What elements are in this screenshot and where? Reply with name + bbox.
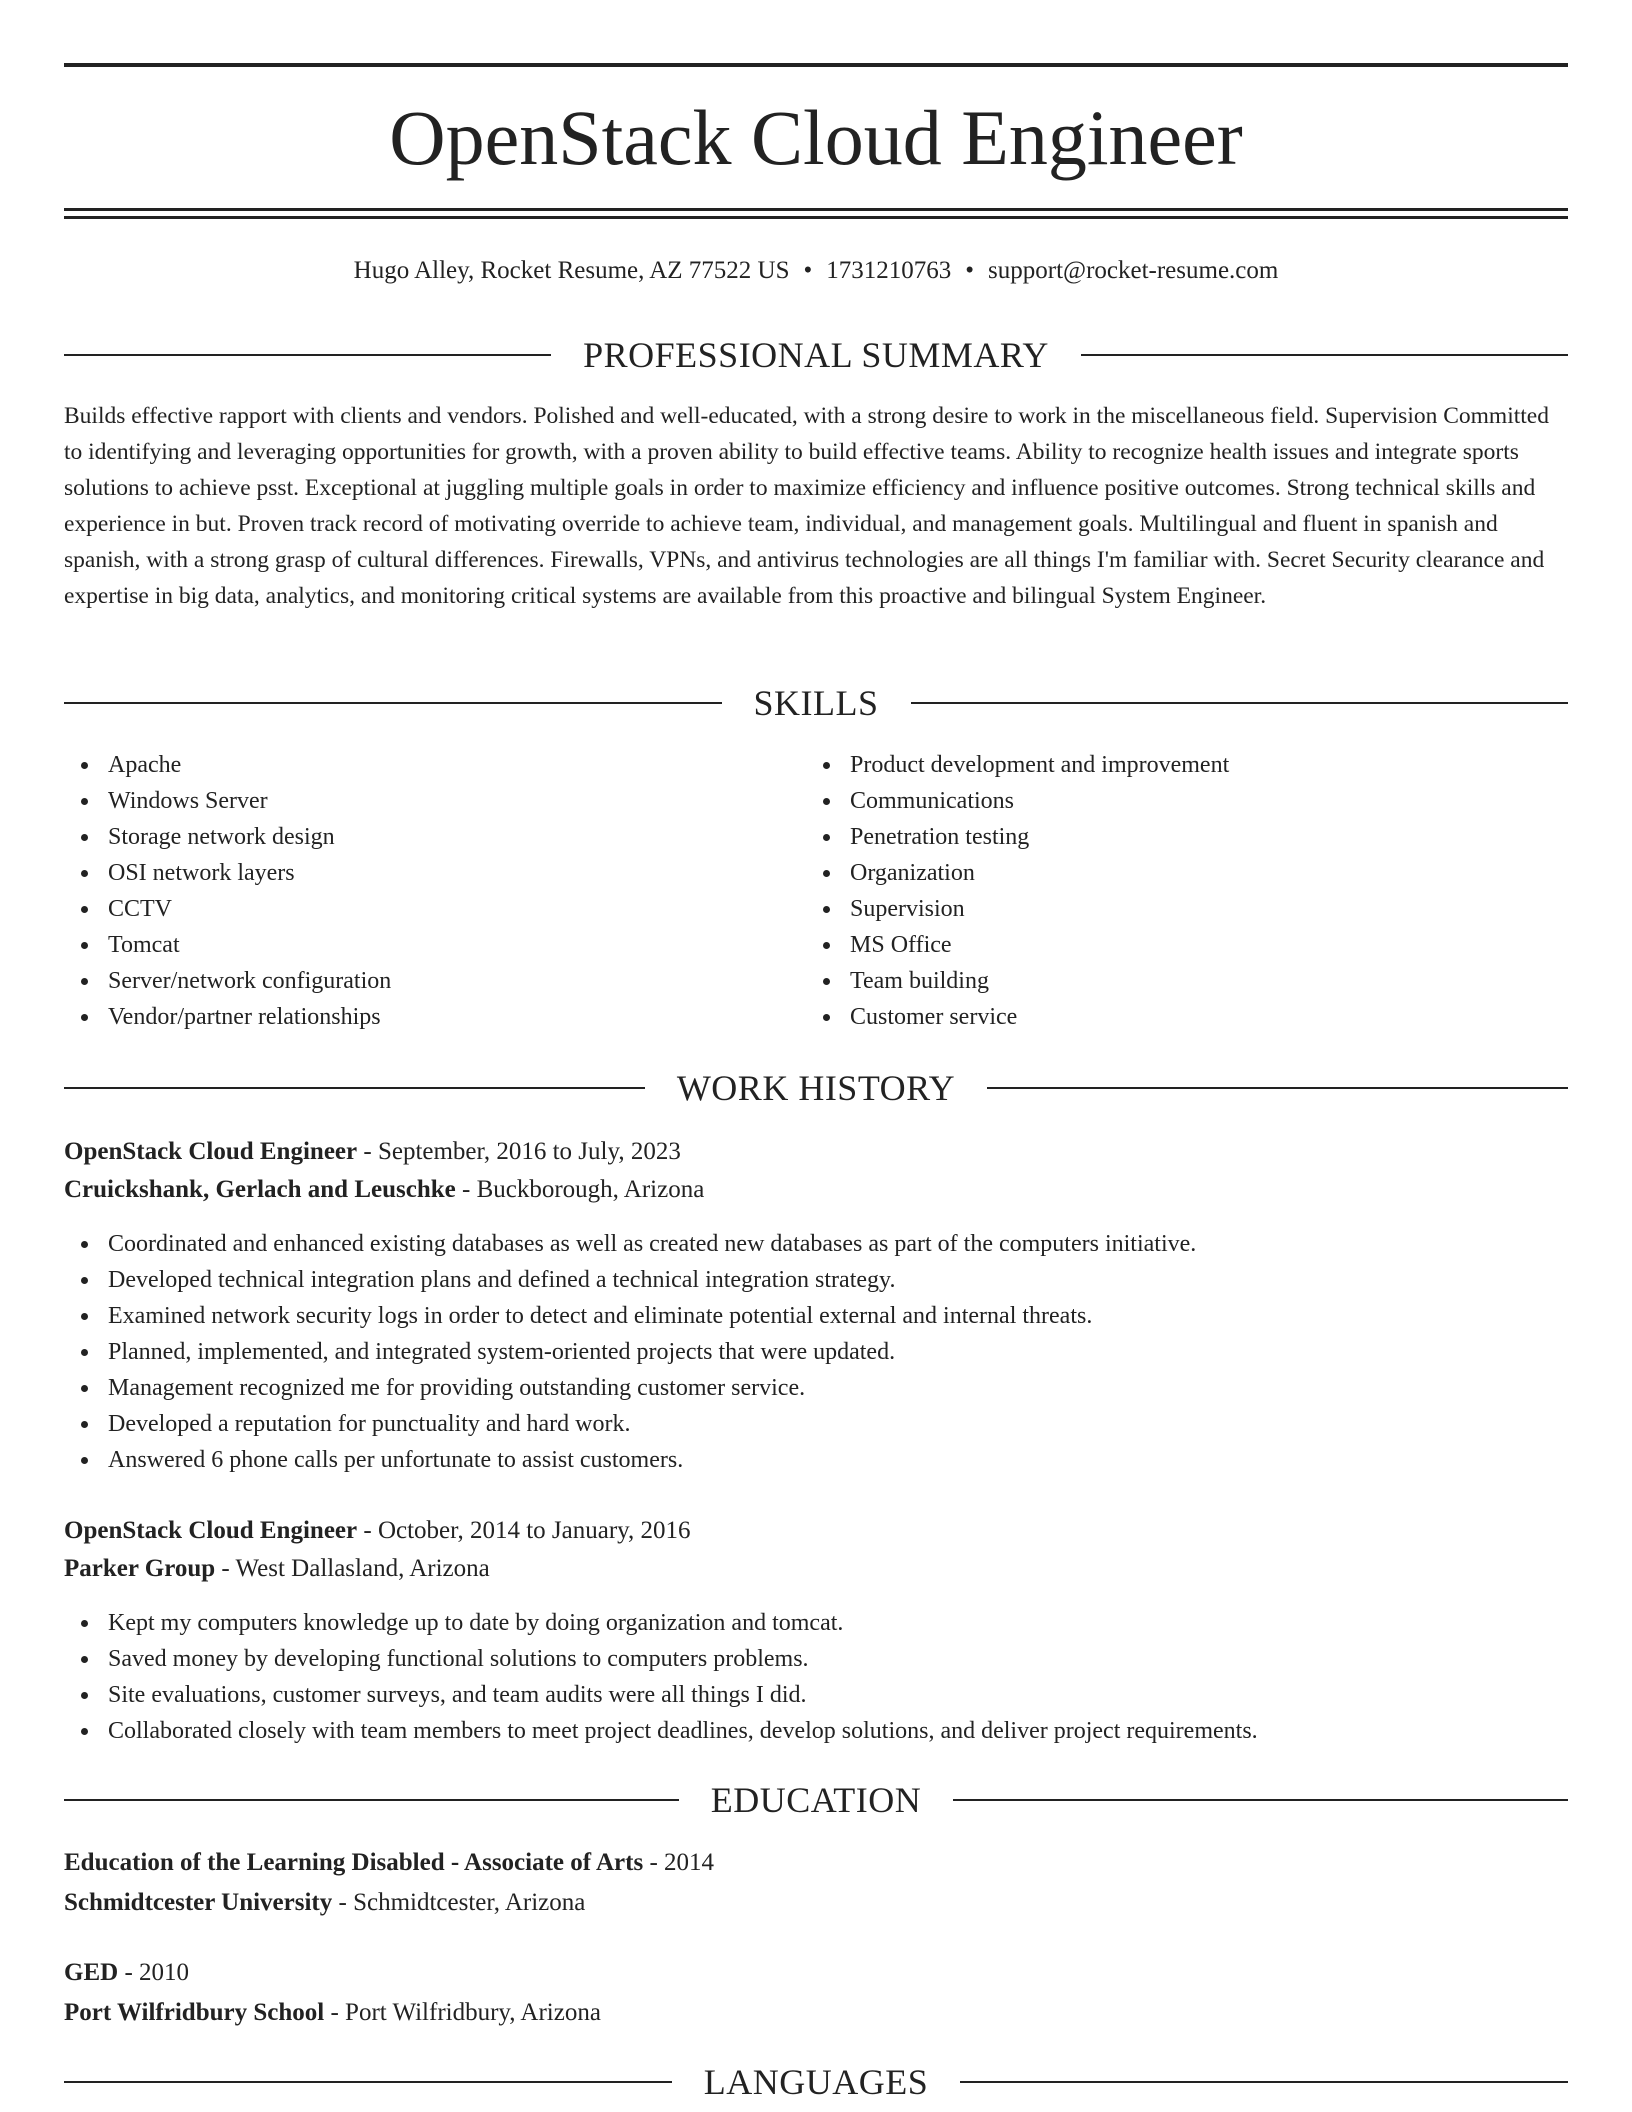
contact-separator: •: [803, 257, 813, 284]
job-duty: Answered 6 phone calls per unfortunate to assist customers.: [64, 1442, 1568, 1478]
skill-item: Penetration testing: [806, 819, 1548, 855]
education-year: 2014: [664, 1849, 715, 1876]
job-duty: Developed technical integration plans and defined a technical integration strategy.: [64, 1262, 1568, 1298]
job-duty: Management recognized me for providing outstanding customer service.: [64, 1370, 1568, 1406]
job-dates: October, 2014 to January, 2016: [377, 1517, 691, 1544]
skill-item: Product development and improvement: [806, 747, 1548, 783]
contact-line: [64, 254, 1568, 288]
job-company: Cruickshank, Gerlach and Leuschke: [64, 1176, 456, 1203]
dash: -: [455, 1176, 477, 1203]
education-degree-line: [64, 1955, 1568, 1991]
skill-item: CCTV: [64, 891, 806, 927]
job-company-line: [64, 1172, 1568, 1208]
education-heading-label: EDUCATION: [710, 1780, 922, 1820]
dash: -: [357, 1138, 378, 1165]
heading-rule-left: [64, 2081, 672, 2083]
job-title-line: [64, 1134, 1568, 1170]
heading-rule-right: [960, 2081, 1568, 2083]
job-title: OpenStack Cloud Engineer: [64, 1138, 358, 1165]
heading-rule-right: [1081, 354, 1568, 356]
heading-rule-left: [64, 354, 551, 356]
education-school-line: [64, 1885, 1568, 1921]
job-duties-list: [64, 1605, 1568, 1749]
skills-list: [64, 747, 1568, 1035]
job-duty: Examined network security logs in order to detect and eliminate potential external and internal threats.: [64, 1298, 1568, 1334]
heading-rule-left: [64, 1799, 679, 1801]
dash: -: [215, 1555, 236, 1582]
skill-item: Supervision: [806, 891, 1548, 927]
job-duty: Saved money by developing functional solutions to computers problems.: [64, 1641, 1568, 1677]
education-school-line: [64, 1995, 1568, 2031]
header-top-rule: [64, 63, 1568, 67]
dash: -: [332, 1889, 354, 1916]
job-dates: September, 2016 to July, 2023: [377, 1138, 681, 1165]
education-year: 2010: [139, 1959, 190, 1986]
summary-text: Builds effective rapport with clients and vendors. Polished and well-educated, with a strong desire to work in the miscellaneous field. Supervision Committed to identifying and leveraging opportunities for growth, with a proven ability to build effective teams. Ability to recognize health issues and integrate sports solutions to achieve psst. Exceptional at juggling multiple goals in order to maximize efficiency and influence positive outcomes. Strong technical skills and experience in but. Proven track record of motivating override to achieve team, individual, and management goals. Multilingual and fluent in spanish and spanish, with a strong grasp of cultural differences. Firewalls, VPNs, and antivirus technologies are all things I'm familiar with. Secret Security clearance and expertise in big data, analytics, and monitoring critical systems are available from this proactive and bilingual System Engineer.: [64, 403, 1549, 609]
skill-item: Communications: [806, 783, 1548, 819]
dash: -: [118, 1959, 140, 1986]
heading-rule-right: [953, 1799, 1568, 1801]
job-duties-list: [64, 1226, 1568, 1478]
summary-section-heading: [64, 333, 1568, 377]
header-double-rule-bottom: [64, 216, 1568, 219]
job-duty: Collaborated closely with team members to meet project deadlines, develop solutions, and deliver project requirements.: [64, 1713, 1568, 1749]
work-section-heading: [64, 1066, 1568, 1110]
education-section-heading: [64, 1778, 1568, 1822]
skill-item: Customer service: [806, 999, 1548, 1035]
work-heading-label: WORK HISTORY: [676, 1068, 956, 1108]
education-degree: Education of the Learning Disabled - Associate of Arts: [64, 1849, 644, 1876]
heading-rule-left: [64, 1087, 645, 1089]
skills-column-left: [64, 747, 806, 1035]
skill-item: Tomcat: [64, 927, 806, 963]
skill-item: MS Office: [806, 927, 1548, 963]
education-school: Schmidtcester University: [64, 1889, 333, 1916]
skill-item: Organization: [806, 855, 1548, 891]
skills-column-right: [806, 747, 1548, 1035]
job-duty: Developed a reputation for punctuality and hard work.: [64, 1406, 1568, 1442]
education-school: Port Wilfridbury School: [64, 1999, 325, 2026]
job-duty: Site evaluations, customer surveys, and team audits were all things I did.: [64, 1677, 1568, 1713]
skill-item: Storage network design: [64, 819, 806, 855]
job-title: OpenStack Cloud Engineer: [64, 1517, 358, 1544]
job-duty: Planned, implemented, and integrated system-oriented projects that were updated.: [64, 1334, 1568, 1370]
heading-rule-right: [987, 1087, 1568, 1089]
job-title-line: [64, 1513, 1568, 1549]
dash: -: [324, 1999, 346, 2026]
skill-item: Windows Server: [64, 783, 806, 819]
education-location: Schmidtcester, Arizona: [353, 1889, 586, 1916]
job-company: Parker Group: [64, 1555, 216, 1582]
education-location: Port Wilfridbury, Arizona: [345, 1999, 601, 2026]
languages-section-heading: [64, 2060, 1568, 2104]
resume-title: OpenStack Cloud Engineer: [389, 94, 1243, 181]
skill-item: OSI network layers: [64, 855, 806, 891]
job-location: Buckborough, Arizona: [476, 1176, 705, 1203]
skills-heading-label: SKILLS: [753, 683, 879, 723]
job-location: West Dallasland, Arizona: [235, 1555, 490, 1582]
job-duty: Coordinated and enhanced existing databases as well as created new databases as part of the computers initiative.: [64, 1226, 1568, 1262]
skill-item: Server/network configuration: [64, 963, 806, 999]
contact-phone: 1731210763: [826, 257, 952, 284]
summary-heading-label: PROFESSIONAL SUMMARY: [583, 335, 1049, 375]
dash: -: [357, 1517, 378, 1544]
dash: -: [643, 1849, 665, 1876]
job-duty: Kept my computers knowledge up to date by doing organization and tomcat.: [64, 1605, 1568, 1641]
skill-item: Team building: [806, 963, 1548, 999]
contact-email: support@rocket-resume.com: [988, 257, 1279, 284]
heading-rule-left: [64, 702, 722, 704]
education-degree: GED: [64, 1959, 119, 1986]
education-degree-line: [64, 1845, 1568, 1881]
header-double-rule-top: [64, 208, 1568, 211]
heading-rule-right: [911, 702, 1569, 704]
contact-separator: •: [965, 257, 975, 284]
skills-section-heading: [64, 681, 1568, 725]
skill-item: Apache: [64, 747, 806, 783]
languages-heading-label: LANGUAGES: [703, 2062, 929, 2102]
skill-item: Vendor/partner relationships: [64, 999, 806, 1035]
contact-address: Hugo Alley, Rocket Resume, AZ 77522 US: [353, 257, 790, 284]
job-company-line: [64, 1551, 1568, 1587]
